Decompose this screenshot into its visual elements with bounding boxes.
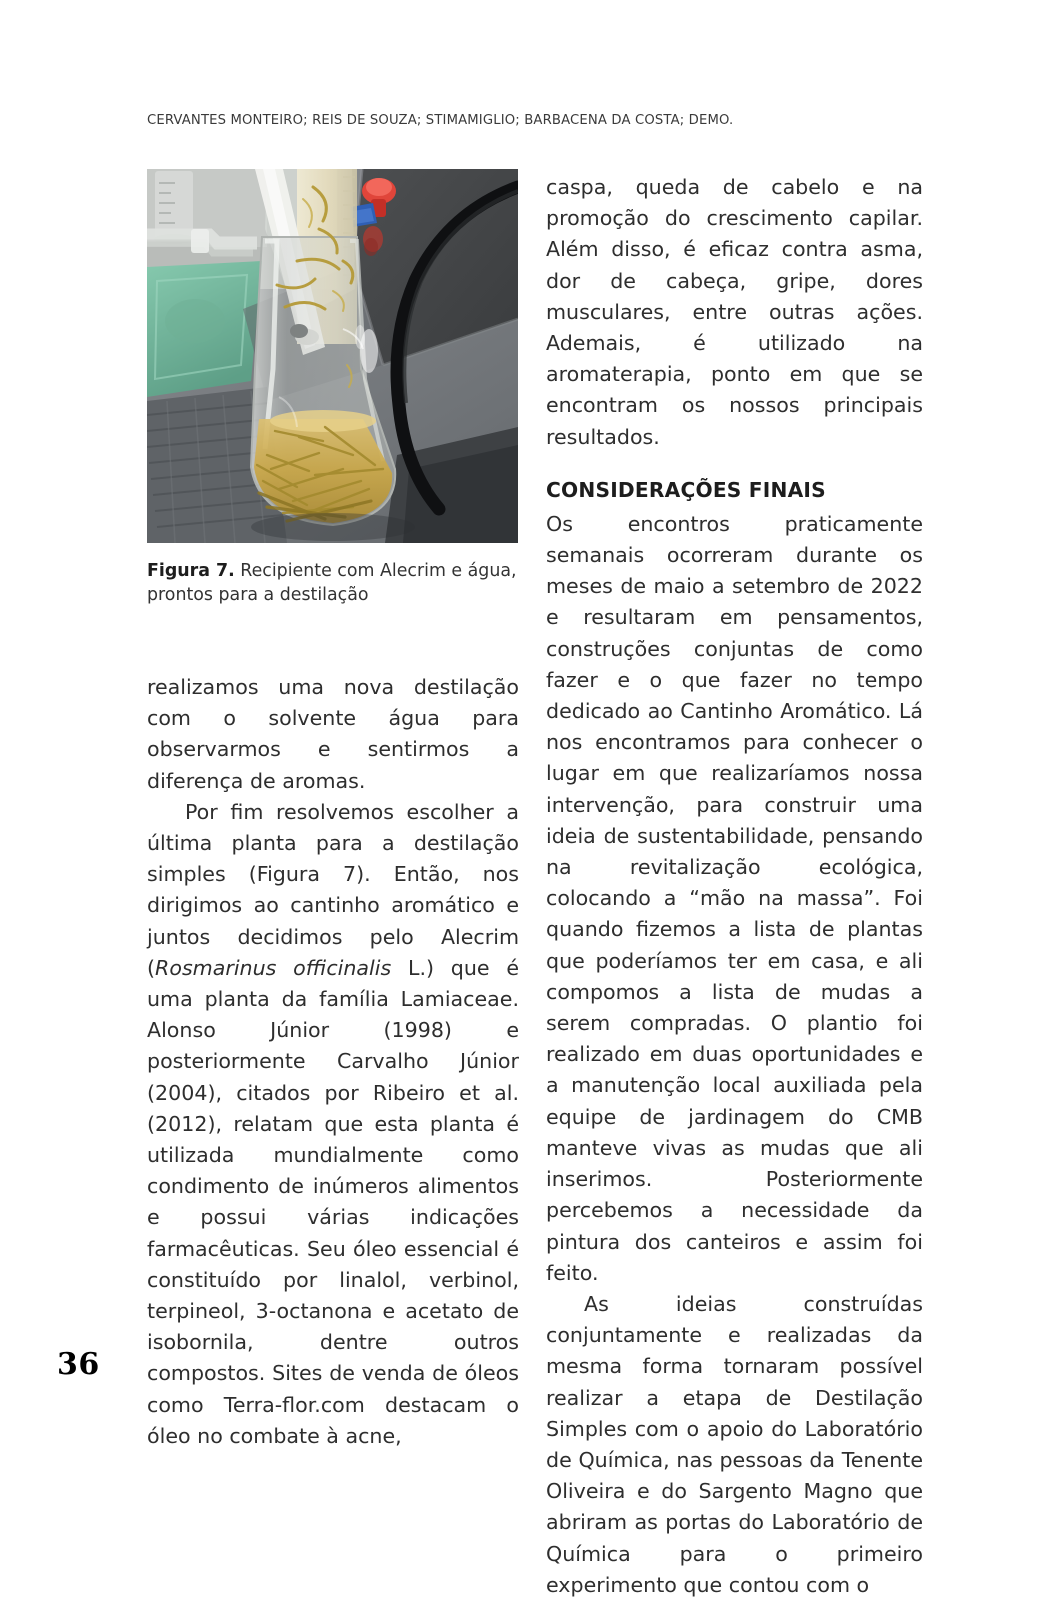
paragraph-left-1: realizamos uma nova destilação com o solvente água para observarmos e sentirmos a diferença de aromas. — [147, 675, 519, 793]
page-number: 36 — [57, 1347, 100, 1382]
figure-7-block — [147, 169, 519, 543]
paragraph-right-1: Os encontros praticamente semanais ocorreram durante os meses de maio a setembro de 2022 e resultaram em pensamentos, construções conjuntas de como fazer e o que fazer no tempo dedicado ao Cantinho Aromático. Lá nos encontramos para conhecer o lugar em que realizaríamos nossa intervenção, para construir uma ideia de sustentabilidade, pensando na revitalização ecológica, colocando a “mão na massa”. Foi quando fizemos a lista de plantas que poderíamos ter em casa, e ali compomos a lista de mudas a serem compradas. O plantio foi realizado em duas oportunidades e a manutenção local auxiliada pela equipe de jardinagem do CMB manteve vivas as mudas que ali inserimos. Posteriormente percebemos a necessidade da pintura dos canteiros e assim foi feito. — [546, 511, 923, 1285]
figure-label: Figura 7. — [147, 561, 235, 581]
paragraph-right-2: As ideias construídas conjuntamente e realizadas da mesma forma tornaram possível realizar a etapa de Destilação Simples com o apoio do Laboratório de Química, nas pessoas da Tenente Oliveira e do Sargento Magno que abriram as portas do Laboratório de Química para o primeiro experimento que contou com o — [546, 1291, 923, 1597]
paragraph-right-top: caspa, queda de cabelo e na promoção do crescimento capilar. Além disso, é eficaz contra asma, dor de cabeça, gripe, dores musculares, entre outras ações. Ademais, é utilizado na aromaterapia, ponto em que se encontram os nossos principais resultados. — [546, 175, 923, 449]
species-name-italic: Rosmarinus officinalis — [155, 955, 392, 980]
paragraph-gap — [546, 453, 923, 471]
left-text-column — [147, 672, 519, 1452]
figure-caption-text: Recipiente com Alecrim e água, prontos para a destilação — [147, 561, 517, 605]
section-heading-consideracoes-finais: CONSIDERAÇÕES FINAIS — [546, 477, 826, 502]
running-head: CERVANTES MONTEIRO; REIS DE SOUZA; STIMAMIGLIO; BARBACENA DA COSTA; DEMO. — [147, 113, 734, 128]
figure-7-caption — [147, 559, 519, 607]
paragraph-left-2-part2: L.) que é uma planta da família Lamiaceae. Alonso Júnior (1998) e posteriormente Carvalho Júnior (2004), citados por Ribeiro et al. (2012), relatam que esta planta é utilizada mundialmente como condimento de inúmeros alimentos e possui várias indicações farmacêuticas. Seu óleo essencial é constituído por linalol, verbinol, terpineol, 3-octanona e acetato de isobornila, dentre outros compostos. Sites de venda de óleos como Terra-flor.com destacam o óleo no combate à acne, — [147, 955, 519, 1448]
paragraph-left-2 — [147, 797, 519, 1452]
right-text-column — [546, 172, 923, 1601]
figure-7-photo — [147, 169, 518, 543]
flask-photograph-graphic — [147, 169, 518, 543]
paragraph-left-2-part1: Por fim resolvemos escolher a última planta para a destilação simples (Figura 7). Então, nos dirigimos ao cantinho aromático e juntos decidimos pelo Alecrim ( — [147, 799, 519, 980]
